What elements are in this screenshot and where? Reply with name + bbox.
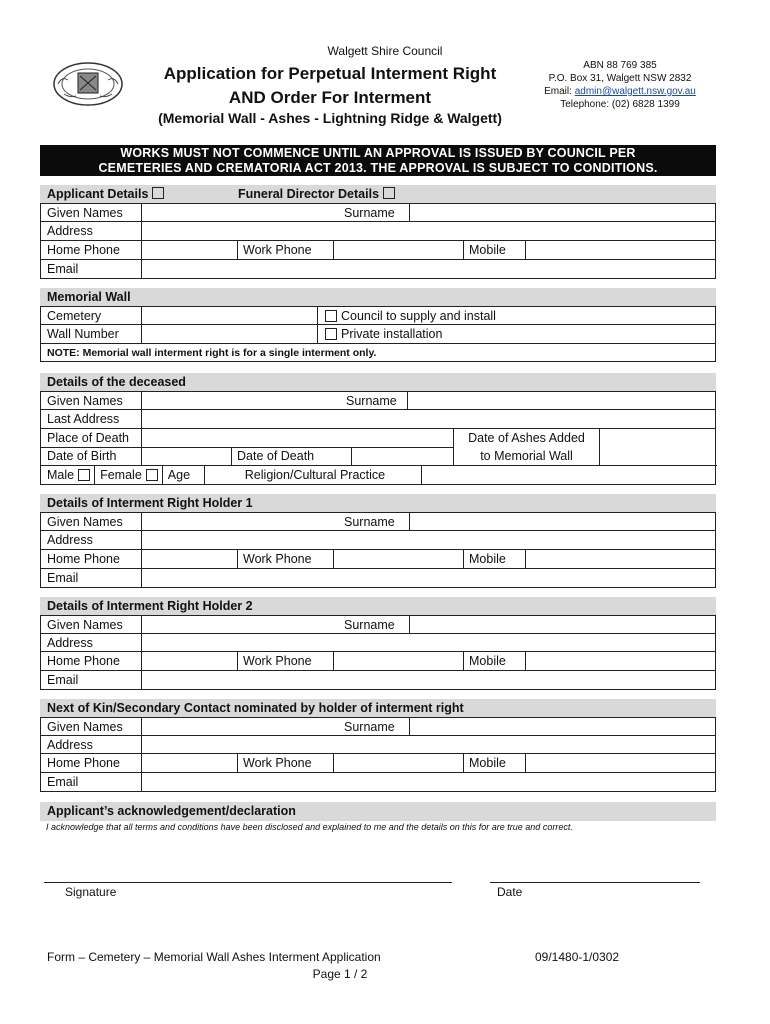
holder1-address-field[interactable]	[141, 531, 715, 549]
signature-label: Signature	[65, 885, 117, 899]
holder1-surname-field[interactable]	[409, 513, 715, 530]
cemetery-field[interactable]	[141, 307, 317, 324]
form-title-line1: Application for Perpetual Interment Right	[163, 64, 497, 83]
nextkin-work-phone-label: Work Phone	[237, 754, 333, 772]
date-of-death-label: Date of Death	[231, 447, 351, 465]
work-phone-field[interactable]	[333, 241, 463, 259]
work-phone-label: Work Phone	[237, 241, 333, 259]
deceased-surname-label: Surname	[346, 393, 397, 408]
applicant-header	[40, 185, 716, 203]
contact-block	[530, 59, 710, 111]
place-of-death-label: Place of Death	[47, 431, 129, 445]
ashes-added-line1: Date of Ashes Added	[468, 431, 585, 445]
footer-form-name: Form – Cemetery – Memorial Wall Ashes Interment Application	[47, 950, 381, 964]
deceased-surname-field[interactable]	[407, 392, 715, 409]
address-field[interactable]	[141, 222, 715, 240]
private-install-option[interactable]	[317, 325, 715, 343]
holder1-work-phone-label: Work Phone	[237, 550, 333, 568]
date-of-death-field[interactable]	[351, 447, 453, 465]
holder1-heading: Details of Interment Right Holder 1	[40, 494, 716, 512]
holder1-email-field[interactable]	[141, 569, 715, 587]
form-title-line2: AND Order For Interment	[228, 88, 432, 107]
holder2-surname-label: Surname	[344, 617, 395, 632]
date-of-birth-label: Date of Birth	[47, 449, 117, 463]
holder1-email-label: Email	[47, 571, 79, 585]
nextkin-home-phone-label: Home Phone	[47, 756, 120, 770]
last-address-label: Last Address	[47, 412, 120, 426]
holder1-row-names	[40, 512, 716, 531]
footer-form-code: 09/1480-1/0302	[535, 950, 620, 964]
age-divider	[162, 465, 163, 484]
private-install-label: Private installation	[341, 327, 443, 341]
holder2-row-phones	[40, 652, 716, 671]
nextkin-mobile-label: Mobile	[463, 754, 525, 772]
memorial-row-wall	[40, 325, 716, 344]
given-names-field[interactable]	[141, 204, 339, 221]
date-of-birth-field[interactable]	[141, 447, 231, 465]
council-supply-option[interactable]	[317, 307, 715, 324]
council-name: Walgett Shire Council	[327, 44, 443, 58]
applicant-row-email	[40, 260, 716, 279]
holder2-heading: Details of Interment Right Holder 2	[40, 597, 716, 615]
holder2-email-field[interactable]	[141, 671, 715, 689]
council-seal-logo	[50, 60, 126, 108]
nextkin-row-names	[40, 717, 716, 736]
nextkin-given-names-label: Given Names	[47, 719, 123, 734]
dob-label-cell	[41, 447, 141, 465]
nextkin-home-phone-field[interactable]	[141, 754, 237, 772]
deceased-row-address	[40, 410, 716, 429]
telephone: Telephone: (02) 6828 1399	[560, 99, 680, 110]
home-phone-label: Home Phone	[47, 243, 120, 257]
wall-number-field[interactable]	[141, 325, 317, 343]
female-checkbox[interactable]	[146, 469, 158, 481]
holder2-mobile-label: Mobile	[463, 652, 525, 670]
surname-label: Surname	[344, 205, 395, 220]
holder2-address-label: Address	[47, 635, 93, 650]
holder1-mobile-label: Mobile	[463, 550, 525, 568]
holder1-given-names-field[interactable]	[141, 513, 339, 530]
email-label: Email:	[544, 86, 572, 97]
holder2-surname-field[interactable]	[409, 616, 715, 633]
holder2-work-phone-field[interactable]	[333, 652, 463, 670]
date-label: Date	[497, 885, 523, 899]
holder1-home-phone-label: Home Phone	[47, 552, 120, 566]
holder2-given-names-field[interactable]	[141, 616, 339, 633]
deceased-row-death-block	[40, 429, 716, 485]
email-label: Email	[47, 262, 79, 276]
holder1-row-email	[40, 569, 716, 588]
nextkin-row-address	[40, 736, 716, 754]
declaration-heading: Applicant’s acknowledgement/declaration	[40, 802, 716, 821]
nextkin-work-phone-field[interactable]	[333, 754, 463, 772]
nextkin-given-names-field[interactable]	[141, 718, 339, 735]
email-line	[530, 85, 710, 98]
date-line[interactable]	[490, 882, 700, 883]
nextkin-row-phones	[40, 754, 716, 773]
warning-banner	[40, 145, 716, 176]
nextkin-row-email	[40, 773, 716, 792]
nextkin-email-label: Email	[47, 775, 79, 789]
holder2-row-names	[40, 615, 716, 634]
form-subtitle: (Memorial Wall - Ashes - Lightning Ridge & Walgett)	[158, 110, 502, 126]
deceased-heading: Details of the deceased	[40, 373, 716, 391]
applicant-row-address	[40, 222, 716, 241]
age-field[interactable]	[204, 465, 245, 484]
holder1-mobile-field[interactable]	[525, 550, 715, 568]
mobile-label: Mobile	[463, 241, 525, 259]
memorial-note: NOTE: Memorial wall interment right is for a single interment only.	[47, 346, 377, 359]
mobile-field[interactable]	[525, 241, 715, 259]
holder1-row-phones	[40, 550, 716, 569]
cemetery-label: Cemetery	[47, 308, 102, 323]
email-link[interactable]: admin@walgett.nsw.gov.au	[574, 86, 696, 97]
ashes-added-field[interactable]	[599, 429, 717, 465]
nextkin-surname-label: Surname	[344, 719, 395, 734]
banner-line2: CEMETERIES AND CREMATORIA ACT 2013. THE APPROVAL IS SUBJECT TO CONDITIONS.	[98, 161, 658, 175]
council-supply-label: Council to supply and install	[341, 308, 496, 323]
nextkin-email-field[interactable]	[141, 773, 715, 791]
holder2-row-email	[40, 671, 716, 690]
applicant-row-phones	[40, 241, 716, 260]
nextkin-address-field[interactable]	[141, 736, 715, 753]
deceased-row-names	[40, 391, 716, 410]
footer-page-number: Page 1 / 2	[312, 967, 368, 981]
religion-field[interactable]	[421, 465, 717, 484]
holder1-work-phone-field[interactable]	[333, 550, 463, 568]
applicant-row-names	[40, 203, 716, 222]
po-box: P.O. Box 31, Walgett NSW 2832	[548, 73, 692, 84]
funeral-director-checkbox[interactable]	[383, 187, 395, 199]
private-install-checkbox[interactable]	[325, 328, 337, 340]
email-field[interactable]	[141, 260, 715, 278]
ashes-added-label	[453, 429, 599, 465]
male-label: Male	[47, 467, 75, 482]
given-names-label: Given Names	[47, 205, 123, 220]
applicant-details-label: Applicant Details	[47, 187, 149, 201]
memorial-note-row	[40, 344, 716, 362]
nextkin-surname-field[interactable]	[409, 718, 715, 735]
holder2-given-names-label: Given Names	[47, 617, 123, 632]
deceased-given-names-field[interactable]	[141, 392, 339, 409]
nextkin-address-label: Address	[47, 737, 93, 752]
holder2-row-address	[40, 634, 716, 652]
deceased-given-names-label: Given Names	[47, 393, 123, 408]
wall-number-label: Wall Number	[47, 327, 119, 341]
banner-line1: WORKS MUST NOT COMMENCE UNTIL AN APPROVAL IS ISSUED BY COUNCIL PER	[120, 146, 636, 160]
ashes-added-line2: to Memorial Wall	[480, 449, 573, 463]
surname-field[interactable]	[409, 204, 715, 221]
holder1-home-phone-field[interactable]	[141, 550, 237, 568]
holder2-email-label: Email	[47, 673, 79, 687]
deceased-row-gender	[41, 465, 717, 484]
holder2-home-phone-field[interactable]	[141, 652, 237, 670]
holder1-row-address	[40, 531, 716, 550]
nextkin-mobile-field[interactable]	[525, 754, 715, 772]
holder1-address-label: Address	[47, 533, 93, 547]
nextkin-heading: Next of Kin/Secondary Contact nominated by holder of interment right	[40, 699, 716, 717]
age-label: Age	[167, 467, 191, 482]
applicant-checkbox[interactable]	[152, 187, 164, 199]
female-label: Female	[100, 467, 142, 482]
funeral-director-label: Funeral Director Details	[238, 187, 380, 201]
place-of-death-field[interactable]	[141, 429, 453, 447]
holder2-address-field[interactable]	[141, 634, 715, 651]
male-checkbox[interactable]	[78, 469, 90, 481]
memorial-row-cemetery	[40, 306, 716, 325]
address-label: Address	[47, 224, 93, 238]
signature-line[interactable]	[44, 882, 452, 883]
council-supply-checkbox[interactable]	[325, 310, 337, 322]
holder2-home-phone-label: Home Phone	[47, 654, 120, 668]
last-address-field[interactable]	[141, 410, 715, 428]
memorial-wall-heading: Memorial Wall	[40, 288, 716, 306]
home-phone-field[interactable]	[141, 241, 237, 259]
holder1-given-names-label: Given Names	[47, 514, 123, 529]
declaration-text: I acknowledge that all terms and conditions have been disclosed and explained to me and the details on this for are true and correct.	[46, 822, 573, 832]
holder1-surname-label: Surname	[344, 514, 395, 529]
abn: ABN 88 769 385	[583, 60, 657, 71]
religion-label: Religion/Cultural Practice	[244, 467, 386, 482]
holder2-mobile-field[interactable]	[525, 652, 715, 670]
gender-divider	[94, 465, 95, 484]
holder2-work-phone-label: Work Phone	[237, 652, 333, 670]
place-of-death-label-cell	[41, 429, 141, 447]
